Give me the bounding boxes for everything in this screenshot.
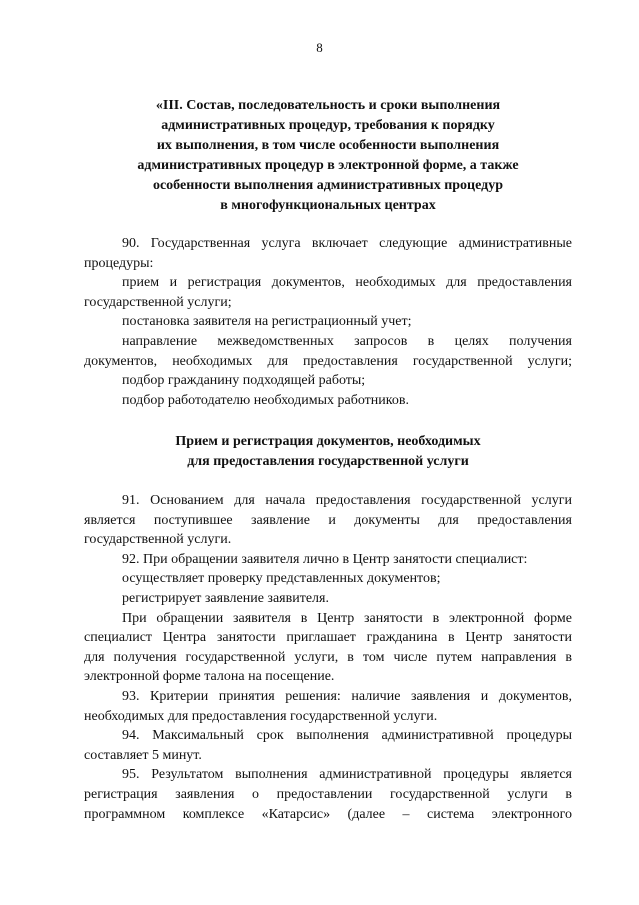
paragraph-92-line: 92. При обращении заявителя лично в Центр занятости специалист: bbox=[122, 551, 528, 567]
paragraph-95-line: регистрация заявления о предоставлении государственной услуги в bbox=[84, 786, 572, 802]
paragraph-92-line: При обращении заявителя в Центр занятости в электронной форме bbox=[122, 610, 572, 626]
section-heading bbox=[84, 96, 572, 216]
paragraph-95-line: 95. Результатом выполнения административной процедуры является bbox=[122, 767, 572, 783]
section-heading-line: «III. Состав, последовательность и сроки выполнения bbox=[155, 98, 501, 113]
section-heading-line: особенности выполнения административных процедур bbox=[152, 178, 504, 193]
paragraph-92-line: специалист Центра занятости приглашает гражданина в Центр занятости bbox=[84, 630, 572, 646]
paragraph-92-line: регистрирует заявление заявителя. bbox=[122, 590, 329, 606]
paragraph-94-line: 94. Максимальный срок выполнения административной процедуры bbox=[122, 728, 572, 744]
page-number: 8 bbox=[316, 40, 323, 55]
paragraph-95-line: программном комплексе «Катарсис» (далее – система электронного bbox=[84, 806, 572, 822]
section-heading-line: административных процедур, требования к порядку bbox=[161, 118, 495, 133]
paragraph-92-line: электронной форме талона на посещение. bbox=[84, 669, 335, 685]
paragraph-91-line: государственной услуги. bbox=[84, 532, 232, 548]
list-item-line: постановка заявителя на регистрационный учет; bbox=[122, 314, 412, 330]
paragraph-91-line: 91. Основанием для начала предоставления государственной услуги bbox=[122, 493, 572, 508]
subsection-heading-line: Прием и регистрация документов, необходимых bbox=[175, 434, 481, 449]
list-item-line: подбор гражданину подходящей работы; bbox=[122, 373, 366, 389]
paragraph-94-line: составляет 5 минут. bbox=[84, 747, 202, 763]
paragraph-93-line: 93. Критерии принятия решения: наличие заявления и документов, bbox=[122, 688, 572, 704]
procedures-list-block bbox=[84, 234, 572, 410]
section-heading-line: их выполнения, в том числе особенности выполнения bbox=[156, 138, 500, 153]
list-item-line: прием и регистрация документов, необходимых для предоставления bbox=[122, 275, 572, 291]
list-item-line: документов, необходимых для предоставления государственной услуги; bbox=[84, 353, 572, 369]
paragraph-93-line: необходимых для предоставления государственной услуги. bbox=[84, 708, 438, 724]
list-item-line: подбор работодателю необходимых работников. bbox=[122, 392, 409, 408]
paragraph-90-line: процедуры: bbox=[84, 255, 154, 271]
list-item-line: направление межведомственных запросов в целях получения bbox=[122, 333, 572, 349]
subsection-heading bbox=[84, 432, 572, 472]
subsection-heading-line: для предоставления государственной услуги bbox=[187, 454, 469, 469]
paragraph-92-line: для получения государственной услуги, в том числе путем направления в bbox=[84, 649, 572, 665]
paragraph-91-line: является поступившее заявление и документы для предоставления bbox=[84, 512, 572, 528]
paragraphs-91-95-block bbox=[84, 491, 572, 824]
list-item-line: государственной услуги; bbox=[84, 294, 232, 310]
section-heading-line: в многофункциональных центрах bbox=[220, 198, 436, 213]
section-heading-line: административных процедур в электронной форме, а также bbox=[137, 158, 519, 173]
paragraph-92-line: осуществляет проверку представленных документов; bbox=[122, 571, 441, 587]
paragraph-90-line: 90. Государственная услуга включает следующие административные bbox=[122, 236, 572, 251]
